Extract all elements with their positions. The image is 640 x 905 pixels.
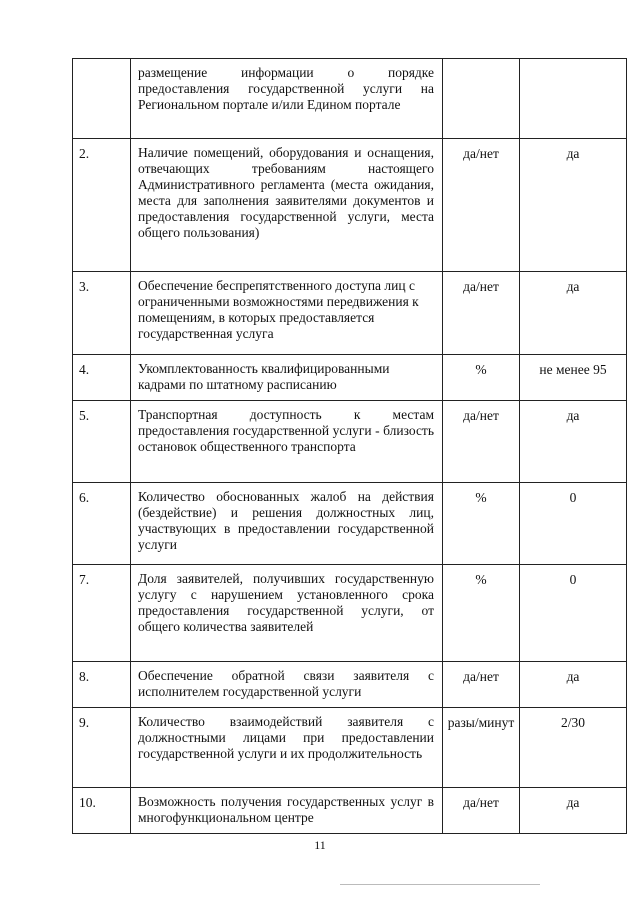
indicator-description: Возможность получения государственных услуг в многофункциональном центре: [131, 788, 443, 834]
indicator-description: Обеспечение беспрепятственного доступа лиц с ограниченными возможностями передвижения к помещениям, в которых предоставляется государственная услуга: [131, 272, 443, 355]
unit-cell: %: [443, 565, 520, 662]
row-number: 4.: [73, 355, 131, 401]
table-row: [73, 139, 627, 272]
value-cell: 2/30: [520, 708, 627, 788]
indicator-description: Количество обоснованных жалоб на действия (бездействие) и решения должностных лиц, участвующих в предоставлении государственной услуги: [131, 483, 443, 565]
row-number: 2.: [73, 139, 131, 272]
table-row: [73, 401, 627, 483]
unit-cell: да/нет: [443, 662, 520, 708]
row-number: [73, 59, 131, 139]
table-row: [73, 708, 627, 788]
table-row: [73, 355, 627, 401]
value-cell: да: [520, 272, 627, 355]
value-cell: да: [520, 401, 627, 483]
unit-cell: да/нет: [443, 401, 520, 483]
value-cell: не менее 95: [520, 355, 627, 401]
row-number: 5.: [73, 401, 131, 483]
row-number: 6.: [73, 483, 131, 565]
indicator-description: Наличие помещений, оборудования и оснащения, отвечающих требованиям настоящего Административного регламента (места ожидания, места для заполнения заявителями документов и предоставления государственной услуги, места общего пользования): [131, 139, 443, 272]
unit-cell: [443, 59, 520, 139]
row-number: 7.: [73, 565, 131, 662]
row-number: 9.: [73, 708, 131, 788]
table-row: [73, 483, 627, 565]
row-number: 8.: [73, 662, 131, 708]
row-number: 10.: [73, 788, 131, 834]
footer-divider: [340, 884, 540, 885]
indicator-description: Укомплектованность квалифицированными кадрами по штатному расписанию: [131, 355, 443, 401]
unit-cell: %: [443, 483, 520, 565]
indicator-description: размещение информации о порядке предоставления государственной услуги на Региональном портале и/или Едином портале: [131, 59, 443, 139]
table-row: [73, 565, 627, 662]
table-row: [73, 59, 627, 139]
value-cell: 0: [520, 565, 627, 662]
page-number: 11: [314, 838, 326, 852]
unit-cell: да/нет: [443, 272, 520, 355]
value-cell: да: [520, 139, 627, 272]
table-row: [73, 788, 627, 834]
value-cell: да: [520, 788, 627, 834]
table-row: [73, 662, 627, 708]
indicator-description: Транспортная доступность к местам предоставления государственной услуги - близость остановок общественного транспорта: [131, 401, 443, 483]
indicator-description: Количество взаимодействий заявителя с должностными лицами при предоставлении государственной услуги и их продолжительность: [131, 708, 443, 788]
unit-cell: %: [443, 355, 520, 401]
table-row: [73, 272, 627, 355]
indicator-description: Доля заявителей, получивших государственную услугу с нарушением установленного срока предоставления государственной услуги, от общего количества заявителей: [131, 565, 443, 662]
indicators-table: [72, 58, 627, 834]
unit-cell: да/нет: [443, 139, 520, 272]
value-cell: [520, 59, 627, 139]
unit-cell: разы/минут: [443, 708, 520, 788]
indicator-description: Обеспечение обратной связи заявителя с исполнителем государственной услуги: [131, 662, 443, 708]
value-cell: 0: [520, 483, 627, 565]
row-number: 3.: [73, 272, 131, 355]
value-cell: да: [520, 662, 627, 708]
unit-cell: да/нет: [443, 788, 520, 834]
